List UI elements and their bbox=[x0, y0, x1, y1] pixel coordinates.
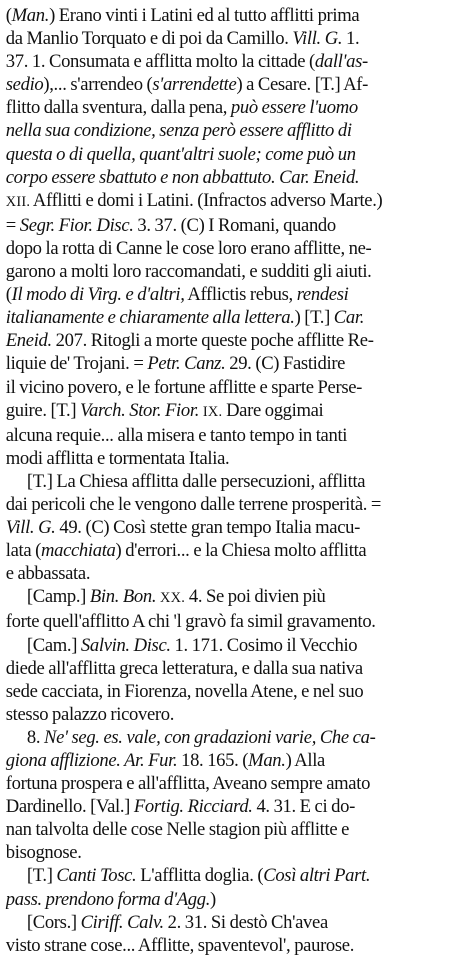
text-line bbox=[6, 516, 449, 539]
citation-italic: può essere l'uomo bbox=[230, 97, 358, 119]
text-segment: alcuna requie... alla misera e tanto tempo in tanti bbox=[5, 424, 348, 446]
text-segment: garono a molti loro raccomandati, e sudditi gli aiuti. bbox=[5, 261, 372, 283]
citation-italic: Petr. Canz. bbox=[147, 353, 226, 375]
dictionary-entry-text bbox=[6, 4, 449, 957]
citation-italic: corpo essere sbattuto e non abbattuto. Car. Eneid. bbox=[5, 166, 360, 188]
text-line bbox=[6, 470, 449, 493]
text-segment: guire. [T.] bbox=[5, 399, 81, 421]
text-segment: 8. bbox=[26, 726, 45, 748]
text-segment: sede cacciata, in Fiorenza, novella Atene, e nel suo bbox=[5, 680, 364, 702]
text-segment: Dardinello. [Val.] bbox=[5, 796, 134, 818]
text-segment: [Camp.] bbox=[26, 586, 90, 608]
text-segment: ),... s'arrendeo ( bbox=[43, 74, 153, 96]
citation-italic: Man. bbox=[11, 5, 50, 26]
citation-italic: Ne' seg. es. vale, con gradazioni varie, Che ca- bbox=[44, 726, 376, 748]
text-segment: ) Erano vinti i Latini ed al tutto afflitti prima bbox=[49, 5, 360, 26]
citation-italic: macchiata bbox=[40, 540, 116, 562]
text-segment: liquie de' Trojani. = bbox=[5, 353, 148, 375]
text-line bbox=[6, 772, 449, 795]
citation-italic: Il modo di Virg. e d'altri, bbox=[11, 284, 185, 306]
text-segment: [T.] bbox=[26, 865, 57, 887]
text-line bbox=[6, 237, 449, 260]
text-segment: flitto dalla sventura, dalla pena, bbox=[5, 97, 231, 119]
citation-italic: s'arrendette bbox=[152, 74, 237, 96]
text-line bbox=[6, 888, 449, 911]
text-line bbox=[6, 493, 449, 516]
text-segment: modi afflitta e tormentata Italia. bbox=[5, 447, 230, 469]
text-line bbox=[6, 260, 449, 283]
citation-italic: sedio bbox=[5, 74, 44, 96]
citation-italic: Così altri Part. bbox=[263, 865, 371, 887]
text-line bbox=[6, 864, 449, 887]
text-line bbox=[6, 283, 449, 306]
citation-italic: Salvin. Disc. bbox=[80, 634, 171, 656]
text-line bbox=[6, 934, 449, 957]
text-line bbox=[6, 726, 449, 749]
citation-italic: Vill. G. bbox=[292, 28, 343, 50]
citation-italic: Eneid. bbox=[5, 330, 52, 352]
text-segment: forte quell'afflitto A chi 'l gravò fa simil gravamento. bbox=[5, 611, 376, 633]
text-line bbox=[6, 795, 449, 818]
text-segment: IX. bbox=[202, 403, 223, 420]
text-line bbox=[6, 818, 449, 841]
text-segment: L'afflitta doglia. ( bbox=[136, 865, 264, 887]
text-segment: il vicino povero, e le fortune afflitte e sparte Perse- bbox=[5, 376, 363, 398]
citation-italic: nella sua condizione, senza però essere afflitto di bbox=[5, 120, 352, 142]
text-segment: nan talvolta delle cose Nelle stagion più afflitte e bbox=[5, 819, 350, 841]
text-segment: visto strane cose... Afflitte, spaventevol', paurose. bbox=[5, 934, 355, 956]
text-segment: ( bbox=[5, 5, 12, 26]
text-segment: XII. bbox=[5, 193, 31, 210]
text-segment: 18. 165. ( bbox=[177, 750, 249, 771]
text-segment: XX. bbox=[160, 590, 186, 607]
text-segment: e abbassata. bbox=[5, 563, 91, 585]
citation-italic: pass. prendono forma d'Agg. bbox=[5, 888, 211, 910]
text-segment: 29. (C) Fastidire bbox=[225, 353, 346, 375]
citation-italic: Vill. G. bbox=[5, 517, 56, 539]
citation-italic: italianamente e chiaramente alla lettera. bbox=[5, 307, 295, 329]
text-line bbox=[6, 447, 449, 470]
text-segment: fortuna prospera e all'afflitta, Aveano sempre amato bbox=[5, 773, 371, 795]
citation-italic: questa o di quella, quant'altri suole; come può un bbox=[5, 143, 356, 165]
text-segment: 2. 31. Si destò Ch'avea bbox=[163, 911, 328, 933]
citation-italic: Man. bbox=[248, 750, 286, 771]
text-segment: ) [T.] bbox=[294, 307, 334, 329]
citation-italic: dall'as- bbox=[314, 51, 368, 73]
text-line bbox=[6, 306, 449, 329]
text-line bbox=[6, 352, 449, 375]
text-segment: stesso palazzo ricovero. bbox=[5, 703, 175, 725]
citation-italic: Ciriff. Calv. bbox=[80, 911, 164, 933]
citation-italic: Car. bbox=[333, 307, 365, 329]
citation-italic: rendesi bbox=[296, 284, 349, 306]
text-segment: [Cam.] bbox=[26, 634, 81, 656]
text-line bbox=[6, 424, 449, 447]
text-line bbox=[6, 703, 449, 726]
text-segment: 4. 31. E ci do- bbox=[252, 796, 355, 818]
text-segment: ) bbox=[210, 888, 216, 910]
text-segment: bisognose. bbox=[5, 842, 82, 864]
text-line bbox=[6, 657, 449, 680]
text-segment: ) a Cesare. [T.] Af- bbox=[236, 74, 369, 96]
text-line bbox=[6, 96, 449, 119]
text-segment: Dare oggimai bbox=[222, 399, 324, 421]
text-line bbox=[6, 841, 449, 864]
citation-italic: Segr. Fior. Disc. bbox=[19, 214, 134, 236]
text-segment: dopo la rotta di Canne le cose loro erano afflitte, ne- bbox=[5, 237, 372, 259]
citation-italic: Varch. Stor. Fior. bbox=[80, 399, 200, 421]
text-line bbox=[6, 585, 449, 610]
text-segment: Afflitti e domi i Latini. (Infractos adverso Marte.) bbox=[30, 189, 383, 211]
text-line bbox=[6, 189, 449, 214]
text-segment: 4. Se poi divien più bbox=[185, 586, 326, 608]
text-line bbox=[6, 399, 449, 424]
text-line bbox=[6, 143, 449, 166]
text-line bbox=[6, 610, 449, 633]
text-segment: 207. Ritogli a morte queste poche afflitte Re- bbox=[51, 330, 374, 352]
text-line bbox=[6, 376, 449, 399]
text-line bbox=[6, 4, 449, 27]
text-segment: 3. 37. (C) I Romani, quando bbox=[133, 214, 336, 236]
citation-italic: Bin. Bon. bbox=[89, 586, 157, 608]
text-segment: 49. (C) Così stette gran tempo Italia macu- bbox=[55, 517, 360, 539]
text-line bbox=[6, 73, 449, 96]
text-segment: [T.] La Chiesa afflitta dalle persecuzioni, afflitta bbox=[26, 470, 366, 492]
text-segment: ( bbox=[5, 284, 12, 306]
text-line bbox=[6, 329, 449, 352]
text-segment: Afflictis rebus, bbox=[184, 284, 297, 306]
text-segment: = bbox=[5, 214, 20, 236]
text-segment: diede all'afflitta greca letteratura, e dalla sua nativa bbox=[5, 657, 363, 679]
text-segment: 1. bbox=[342, 28, 360, 50]
text-segment: 1. 171. Cosimo il Vecchio bbox=[170, 634, 358, 656]
text-line bbox=[6, 166, 449, 189]
text-segment: 37. 1. Consumata e afflitta molto la cittade ( bbox=[5, 51, 315, 73]
text-line bbox=[6, 749, 449, 772]
text-line bbox=[6, 634, 449, 657]
text-segment: ) Alla bbox=[285, 750, 325, 771]
text-line bbox=[6, 562, 449, 585]
text-segment: lata ( bbox=[5, 540, 41, 562]
text-segment: [Cors.] bbox=[26, 911, 81, 933]
text-line bbox=[6, 50, 449, 73]
text-segment: dai pericoli che le vengono dalle terrene prosperità. = bbox=[5, 493, 382, 515]
citation-italic: Fortig. Ricciard. bbox=[133, 796, 253, 818]
text-line bbox=[6, 27, 449, 50]
text-segment: da Manlio Torquato e di poi da Camillo. bbox=[5, 28, 293, 50]
text-line bbox=[6, 911, 449, 934]
text-line bbox=[6, 539, 449, 562]
text-line bbox=[6, 680, 449, 703]
text-segment: ) d'errori... e la Chiesa molto afflitta bbox=[115, 540, 367, 562]
text-line bbox=[6, 119, 449, 142]
text-line bbox=[6, 214, 449, 237]
citation-italic: Canti Tosc. bbox=[56, 865, 137, 887]
citation-italic: giona afflizione. Ar. Fur. bbox=[5, 750, 178, 771]
